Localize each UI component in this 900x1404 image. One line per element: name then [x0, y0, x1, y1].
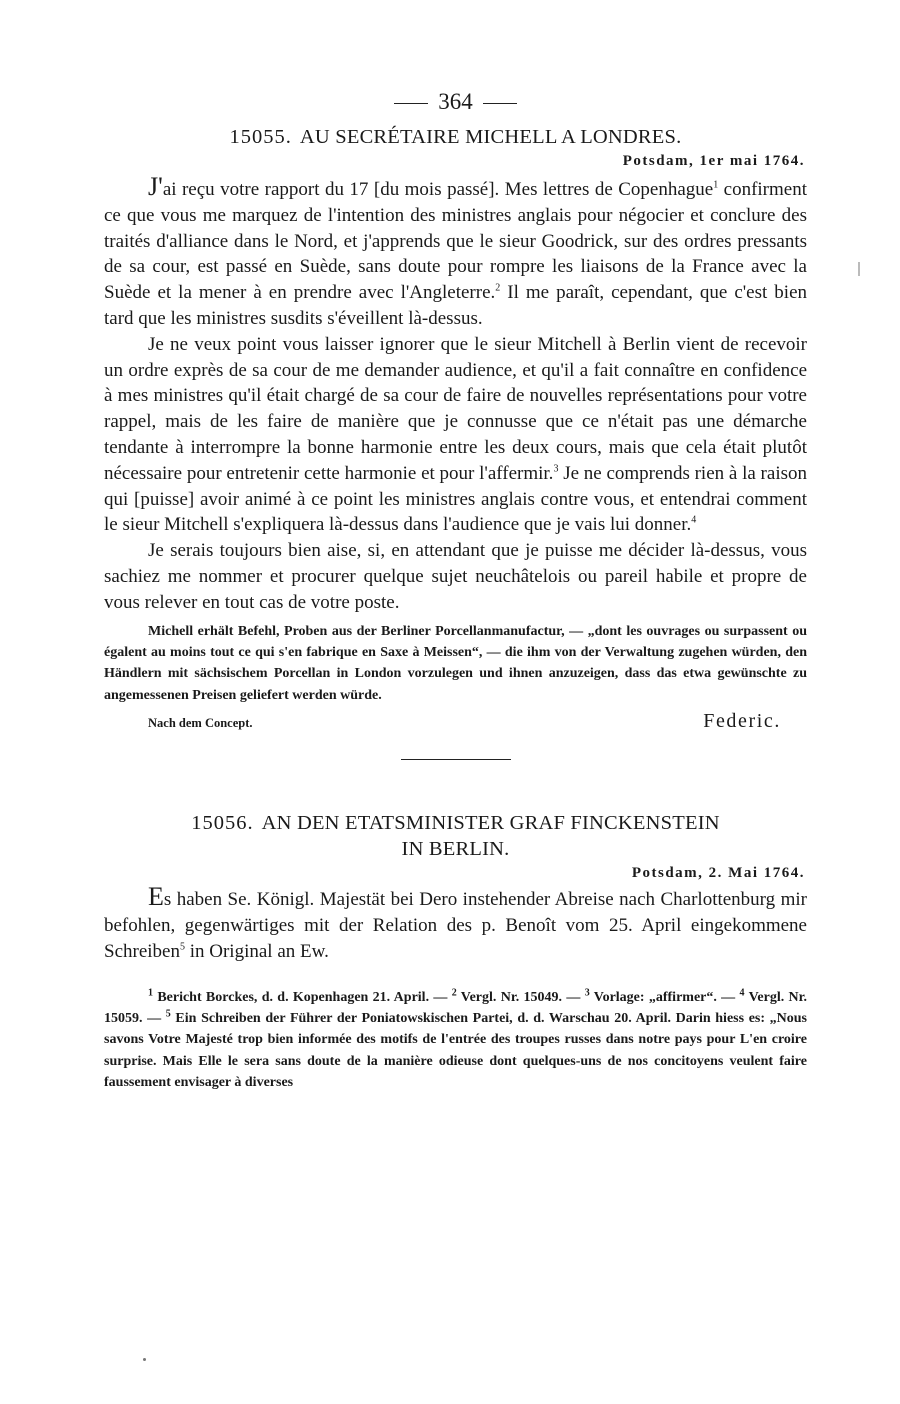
footnote-ref: 2: [495, 282, 501, 294]
letter-15056: [104, 810, 807, 964]
letter-title: AU SECRÉTAIRE MICHELL A LONDRES.: [299, 126, 682, 148]
footnote-ref: 4: [691, 515, 697, 527]
letter-number: 15056.: [191, 812, 254, 835]
footnote-4: $^4$ Vergl. Nr. 15059. —: [104, 986, 808, 1026]
footnotes: [104, 987, 807, 1094]
footnote-ref: 1: [713, 179, 719, 191]
letter-title-line1: AN DEN ETATSMINISTER GRAF FINCKENSTEIN: [261, 812, 720, 835]
header-dash-right: [483, 103, 517, 104]
section-divider: [401, 759, 511, 760]
document-page: [104, 84, 807, 1094]
editorial-note: Michell erhält Befehl, Proben aus der Berliner Porcellanmanufactur, — „dont les ouvrages ou surpassent ou égalent au moins tout ce qui s'en fabrique en Saxe à Meissen“, — die ihm von der Verwaltung zugehen würden, den Händlern mit sächsischem Porcellan in London vorzulegen und ihnen anzuzeigen, dass das etwa gewünschte zu angemessenen Preisen geliefert werden würde.: [104, 623, 807, 703]
source-note: Nach dem Concept.: [148, 716, 253, 731]
footnote-ref: 3: [553, 463, 559, 475]
paragraph-2: Je ne veux point vous laisser ignorer que le sieur Mitchell à Berlin vient de recevoir un ordre exprès de sa cour de me demander audience, et qu'il a fait connaître en confidence à mes ministres qu'il était chargé de sa cour de faire de nouvelles représentations pour votre rappel, mais de les faire de manière que je connusse que ce n'était pas une démarche tendante à interrompre la bonne harmonie entre les deux cours, mais que cela était plutôt nécessaire pour entretenir cette harmonie et pour l'affermir.$^3$ Je ne comprends rien à la raison qui [puisse] avoir animé à ce point les ministres anglais contre vous, et entendrai comment le sieur Mitchell s'expliquera là-dessus dans l'audience que je vais lui donner.$^4$: [104, 333, 807, 536]
letter-dateline: Potsdam, 2. Mai 1764.: [631, 865, 805, 882]
footnote-ref: 5: [179, 941, 185, 953]
paragraph-1: J'ai reçu votre rapport du 17 [du mois passé]. Mes lettres de Copenhague$^1$ confirment ce que vous me marquez de l'intention des ministres anglais pour négocier et conclure des traités d'alliance dans le Nord, et j'apprends que le sieur Goodrick, sur des ordres pressants de sa cour, est passé en Suède, sans doute pour rompre les liaisons de la France avec la Suède et la mener à en prendre avec l'Angleterre.$^2$ Il me paraît, cependant, que c'est bien tard que les ministres susdits s'éveillent là-dessus.: [104, 172, 808, 329]
letter-dateline: Potsdam, 1er mai 1764.: [622, 153, 805, 169]
footnote-2: $^2$ Vergl. Nr. 15049. —: [451, 986, 581, 1005]
letter-15055: [104, 124, 807, 760]
letter-title-line2: IN BERLIN.: [401, 838, 510, 861]
footnote-5: $^5$ Ein Schreiben der Führer der Poniatowskischen Partei, d. d. Warschau 20. April. Darin hiess es: „Nous savons Votre Majesté trop bien informée des motifs de l'entrée des troupes russes dans notre pays pour L'en croire surprise. Mais Elle le sera sans doute de la manière odieuse dont quelques-uns de nos concitoyens veulent faire faussement envisager à diverses: [104, 1008, 807, 1091]
signature: Federic.: [703, 710, 781, 733]
footnote-1: $^1$ Bericht Borckes, d. d. Kopenhagen 21. April. —: [148, 986, 448, 1005]
scan-mark: [858, 262, 860, 276]
paragraph-1: Es haben Se. Königl. Majestät bei Dero instehender Abreise nach Charlottenburg mir befohlen, gegenwärtiges mit der Relation des p. Benoît vom 25. April eingekommene Schreiben$^5$ in Original an Ew.: [104, 882, 807, 962]
letter-heading: [104, 124, 807, 150]
letter-heading: [104, 810, 807, 836]
footnote-3: $^3$ Vorlage: „affirmer“. —: [584, 986, 736, 1005]
letter-number: 15055.: [229, 126, 292, 148]
paragraph-3: Je serais toujours bien aise, si, en attendant que je puisse me décider là-dessus, vous sachiez me nommer et procurer quelque sujet neuchâtelois ou pareil habile et propre de vous relever en tout cas de votre poste.: [104, 540, 807, 613]
header-dash-left: [394, 103, 428, 104]
signature-row: [104, 710, 807, 733]
scan-speck: [143, 1358, 146, 1361]
page-header: [104, 84, 807, 120]
page-number: 364: [438, 89, 473, 114]
